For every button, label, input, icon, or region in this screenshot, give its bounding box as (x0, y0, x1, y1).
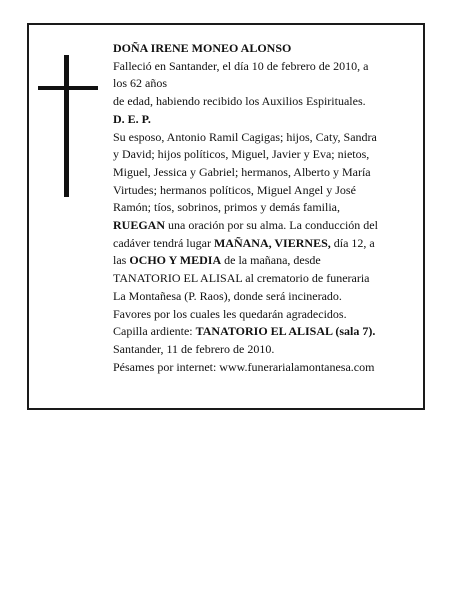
procession-day: MAÑANA, VIERNES, (213, 235, 331, 250)
age-line: los 62 años (113, 76, 167, 91)
family-line-4: Virtudes; hermanos políticos, Miguel Angel y José (113, 182, 356, 197)
deceased-name: DOÑA IRENE MONEO ALONSO (113, 41, 292, 55)
route-line-2: La Montañesa (P. Raos), donde será incinerado. (113, 288, 342, 303)
chapel-pre: Capilla ardiente: (113, 324, 196, 339)
route-line-1: TANATORIO EL ALISAL al crematorio de funeraria (113, 271, 370, 286)
procession-time-line (113, 252, 419, 270)
cross-icon (38, 55, 98, 197)
procession-pre: cadáver tendrá lugar (113, 235, 214, 250)
dep-line: D. E. P. (113, 111, 151, 126)
thanks-line: Favores por los cuales les quedarán agradecidos. (113, 306, 347, 321)
family-line-3: Miguel, Jessica y Gabriel; hermanos, Alberto y María (113, 164, 371, 179)
request-line (113, 217, 419, 235)
family-line-2: y David; hijos políticos, Miguel, Javier y Eva; nietos, (113, 147, 370, 162)
time-pre: las (113, 253, 130, 268)
procession-date-line (113, 235, 419, 253)
request-verb: RUEGAN (113, 218, 166, 233)
sacraments-line: de edad, habiendo recibido los Auxilios Espirituales. (113, 94, 366, 109)
procession-post: día 12, a (330, 235, 375, 250)
cross-horizontal-bar (38, 86, 98, 90)
chapel-location: TANATORIO EL ALISAL (sala 7). (195, 324, 376, 339)
request-text: una oración por su alma. La conducción del (165, 218, 378, 233)
dateline: Santander, 11 de febrero de 2010. (113, 341, 275, 356)
obituary-text (113, 40, 419, 376)
cross-vertical-bar (64, 55, 69, 197)
family-line-1: Su esposo, Antonio Ramil Cagigas; hijos, Caty, Sandra (113, 129, 377, 144)
family-line-5: Ramón; tíos, sobrinos, primos y demás familia, (113, 200, 340, 215)
death-line: Falleció en Santander, el día 10 de febrero de 2010, a (113, 58, 369, 73)
procession-time: OCHO Y MEDIA (129, 253, 222, 268)
time-post: de la mañana, desde (221, 253, 321, 268)
condolences-line: Pésames por internet: www.funerarialamontanesa.com (113, 359, 375, 374)
chapel-line (113, 323, 419, 341)
